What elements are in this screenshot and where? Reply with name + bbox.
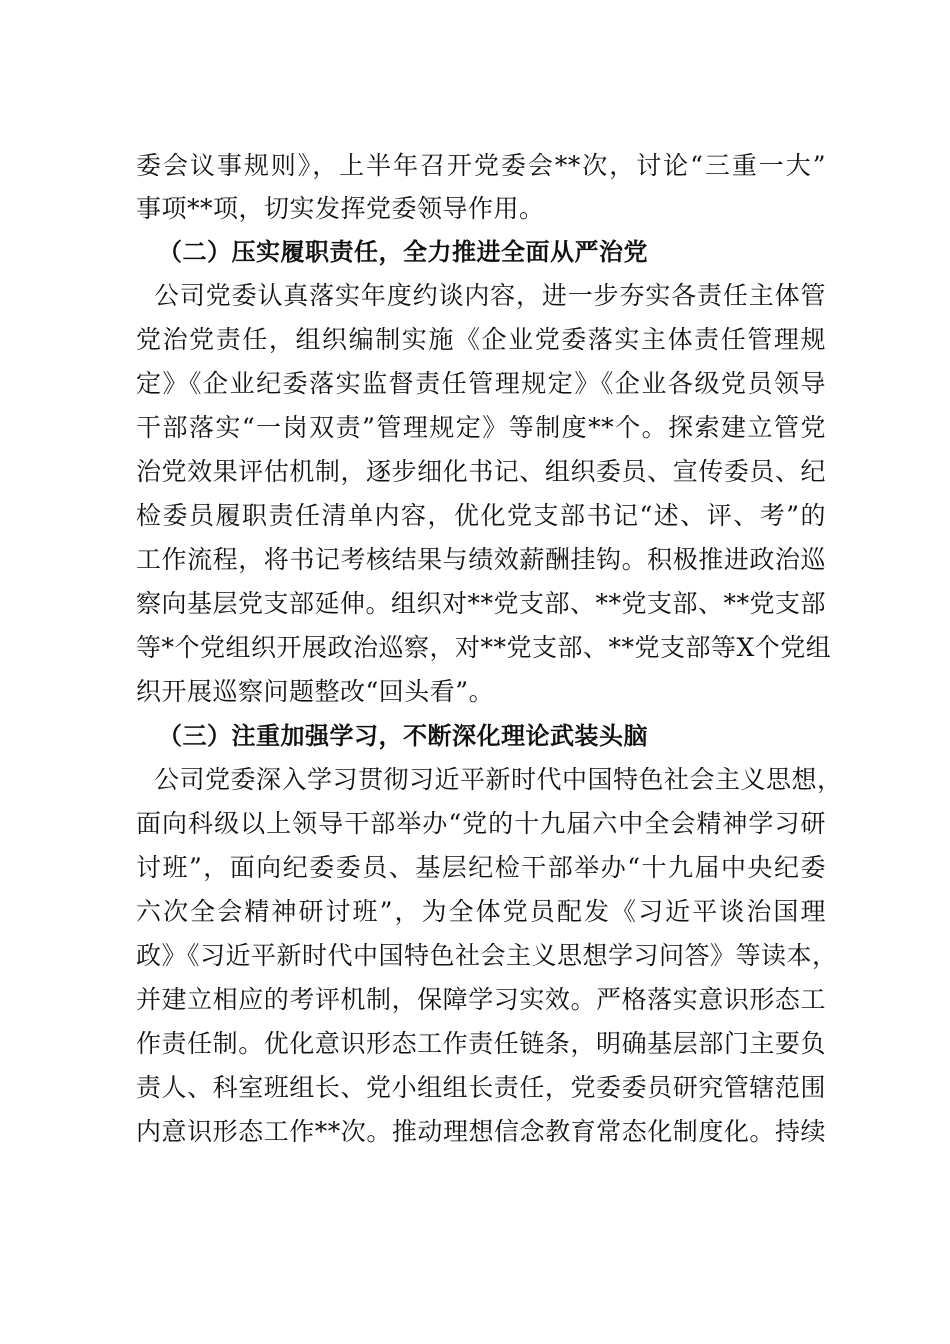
paragraph-line: 察向基层党支部延伸。组织对**党支部、**党支部、**党支部 bbox=[136, 589, 827, 618]
section-heading: （二）压实履职责任，全力推进全面从严治党 bbox=[158, 238, 648, 266]
paragraph-line: 定》《企业纪委落实监督责任管理规定》《企业各级党员领导 bbox=[136, 369, 826, 398]
paragraph-line: 内意识形态工作**次。推动理想信念教育常态化制度化。持续 bbox=[136, 1117, 826, 1146]
paragraph-line: 干部落实“一岗双责”管理规定》等制度**个。探索建立管党 bbox=[136, 413, 826, 442]
section-heading: （三）注重加强学习，不断深化理论武装头脑 bbox=[158, 722, 648, 750]
paragraph-line: 并建立相应的考评机制，保障学习实效。严格落实意识形态工 bbox=[136, 985, 826, 1014]
paragraph-line: 检委员履职责任清单内容，优化党支部书记“述、评、考”的 bbox=[136, 501, 826, 530]
paragraph-line: 公司党委认真落实年度约谈内容，进一步夯实各责任主体管 bbox=[154, 281, 826, 310]
paragraph-line: 党治党责任，组织编制实施《企业党委落实主体责任管理规 bbox=[136, 325, 826, 354]
paragraph-line: 治党效果评估机制，逐步细化书记、组织委员、宣传委员、纪 bbox=[136, 457, 826, 486]
paragraph-line: 委会议事规则》，上半年召开党委会**次，讨论“三重一大” bbox=[136, 151, 826, 180]
paragraph-line: 面向科级以上领导干部举办“党的十九届六中全会精神学习研 bbox=[136, 809, 826, 838]
paragraph-line: 织开展巡察问题整改“回头看”。 bbox=[136, 677, 495, 706]
paragraph-line: 六次全会精神研讨班”，为全体党员配发《习近平谈治国理 bbox=[136, 897, 826, 926]
paragraph-line: 工作流程，将书记考核结果与绩效薪酬挂钩。积极推进政治巡 bbox=[136, 545, 826, 574]
paragraph-line: 等*个党组织开展政治巡察，对**党支部、**党支部等X个党组 bbox=[136, 633, 832, 662]
paragraph-line: 讨班”，面向纪委委员、基层纪检干部举办“十九届中央纪委 bbox=[136, 853, 826, 882]
paragraph-line: 事项**项，切实发挥党委领导作用。 bbox=[136, 194, 545, 223]
paragraph-line: 政》《习近平新时代中国特色社会主义思想学习问答》等读本， bbox=[136, 941, 838, 970]
paragraph-line: 责人、科室班组长、党小组组长责任，党委委员研究管辖范围 bbox=[136, 1073, 826, 1102]
paragraph-line: 作责任制。优化意识形态工作责任链条，明确基层部门主要负 bbox=[136, 1029, 826, 1058]
paragraph-line: 公司党委深入学习贯彻习近平新时代中国特色社会主义思想， bbox=[154, 765, 843, 794]
